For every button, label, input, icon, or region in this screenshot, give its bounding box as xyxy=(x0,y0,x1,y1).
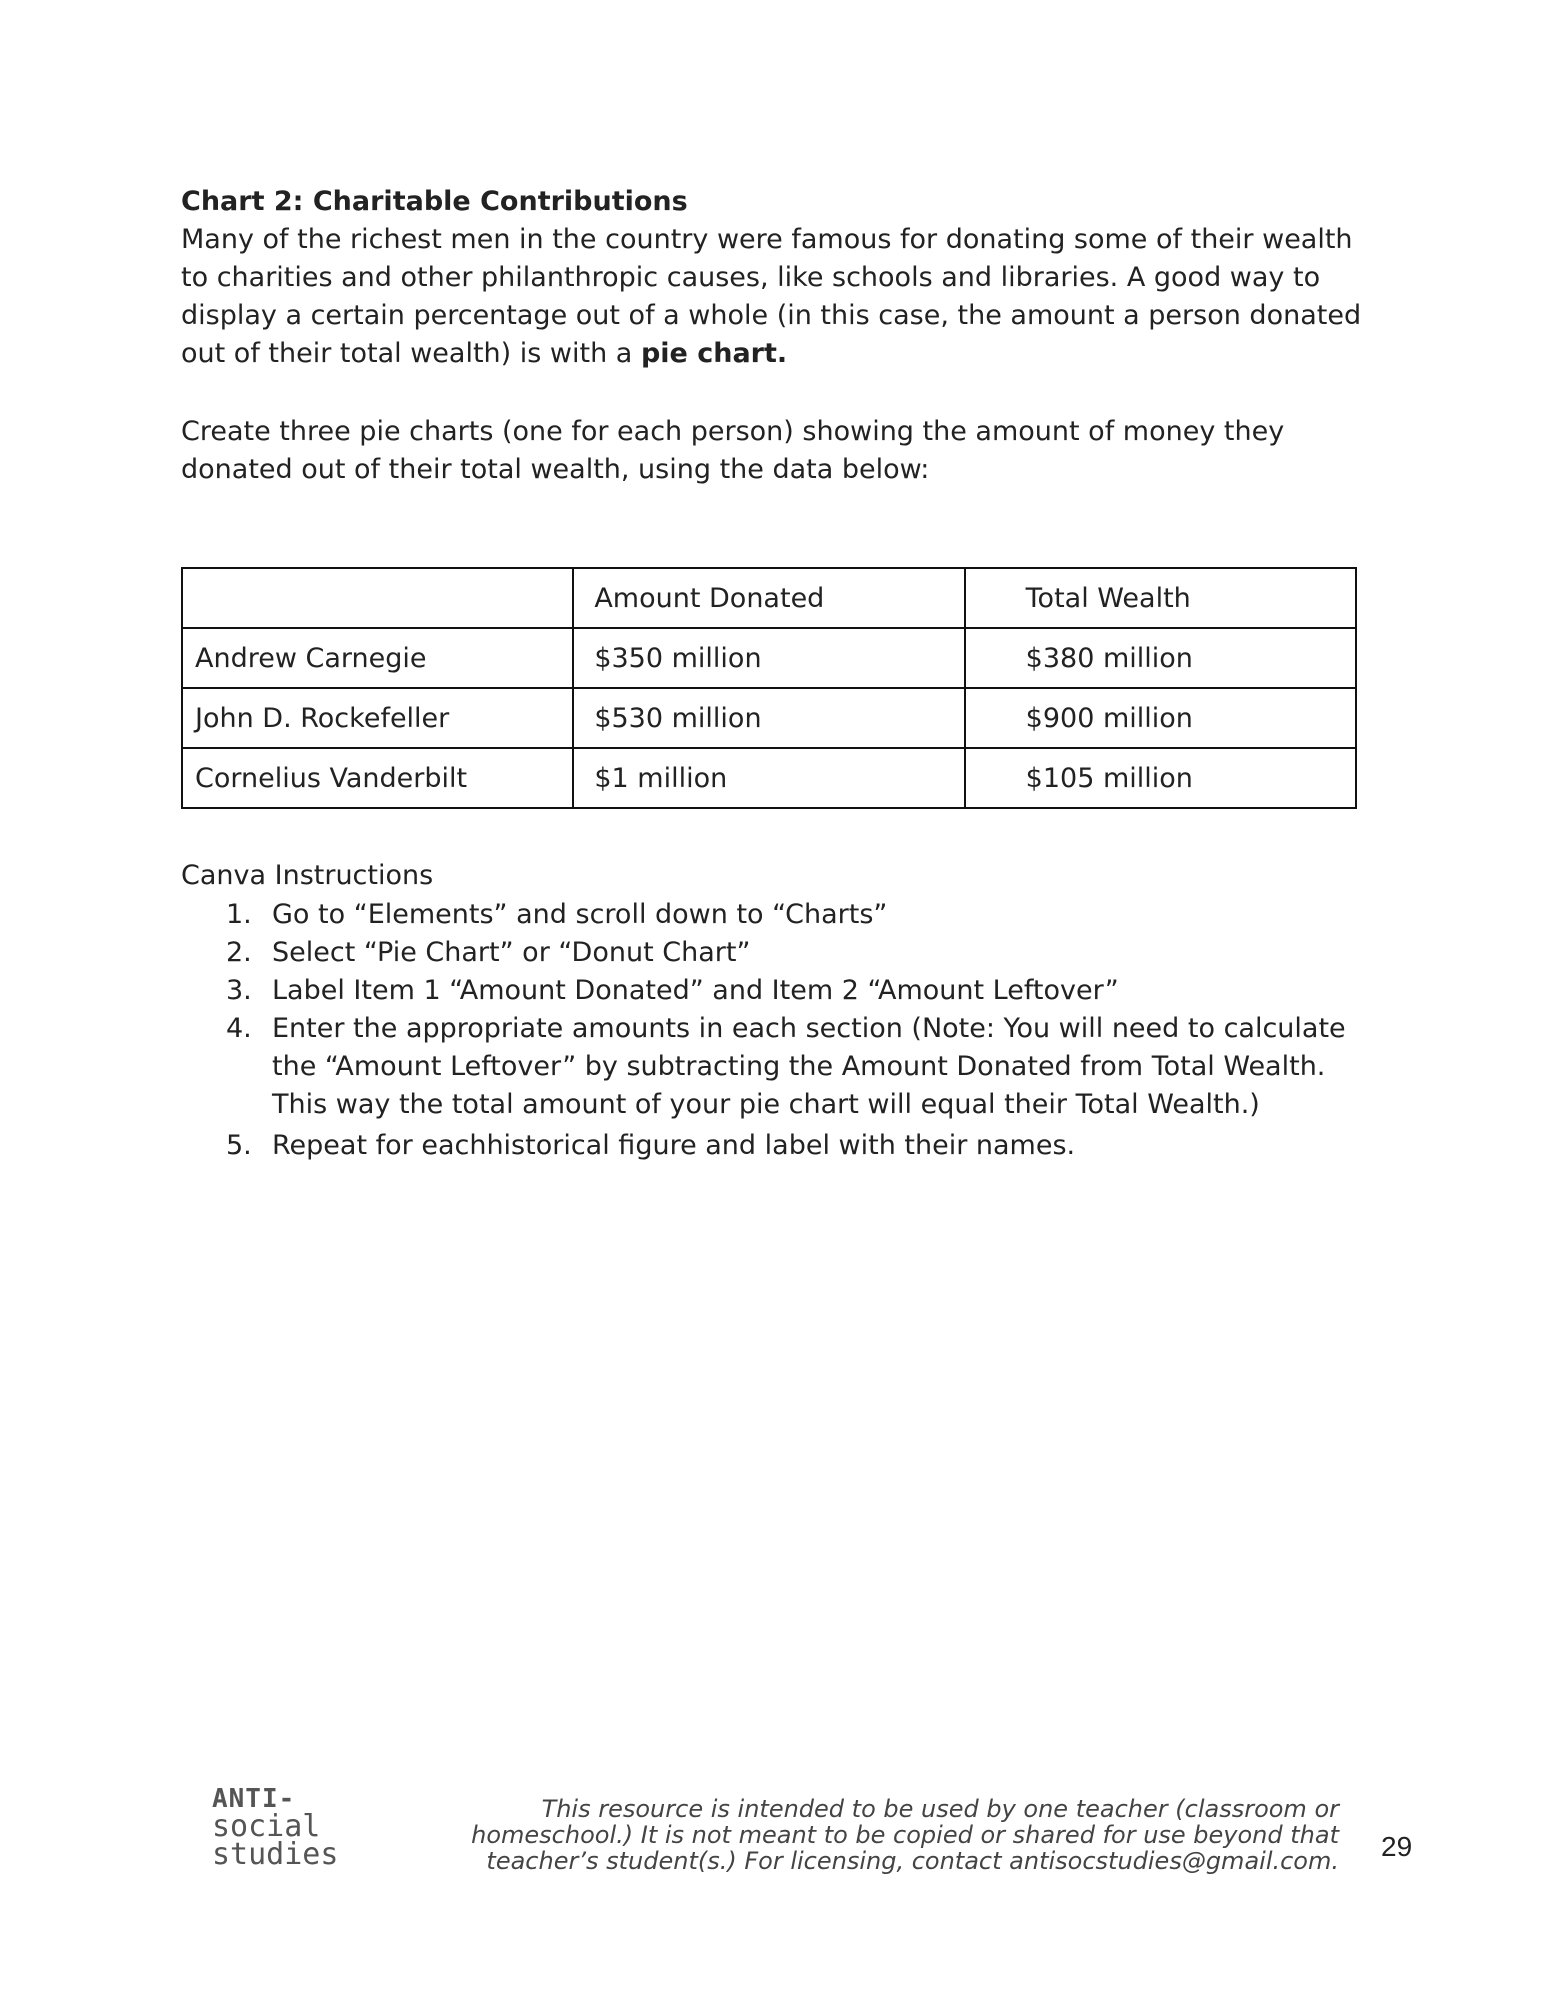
table-header-row xyxy=(182,568,1356,628)
donation-data-table xyxy=(181,567,1357,809)
canva-instructions-heading: Canva Instructions xyxy=(181,860,434,891)
list-item xyxy=(226,896,1366,934)
step-number: 4. xyxy=(226,1013,252,1044)
table-header-cell xyxy=(182,568,573,628)
anti-social-studies-logo xyxy=(212,1784,339,1872)
table-cell-donated: $1 million xyxy=(573,748,964,808)
table-row xyxy=(182,688,1356,748)
logo-line: social xyxy=(212,1809,321,1844)
step-text: Repeat for eachhistorical figure and label with their names. xyxy=(272,1130,1076,1161)
table-cell-name: Andrew Carnegie xyxy=(182,628,573,688)
table-header-cell: Amount Donated xyxy=(573,568,964,628)
step-text: Enter the appropriate amounts in each section (Note: You will need to calculate the “Amount Leftover” by subtracting the Amount Donated from Total Wealth. This way the total amount of your pie chart will equal their Total Wealth.) xyxy=(272,1013,1346,1120)
list-item xyxy=(226,1127,1366,1165)
table-header-cell: Total Wealth xyxy=(965,568,1356,628)
list-item xyxy=(226,934,1366,972)
table-cell-donated: $530 million xyxy=(573,688,964,748)
table-cell-donated: $350 million xyxy=(573,628,964,688)
table-row xyxy=(182,748,1356,808)
table-cell-name: Cornelius Vanderbilt xyxy=(182,748,573,808)
list-item xyxy=(226,1010,1366,1124)
intro-text: Many of the richest men in the country were famous for donating some of their wealth to charities and other philanthropic causes, like schools and libraries. A good way to display a certain percentage out of a whole (in this case, the amount a person donated out of their total wealth) is with a xyxy=(181,224,1362,369)
step-number: 2. xyxy=(226,937,252,968)
table-cell-name: John D. Rockefeller xyxy=(182,688,573,748)
step-number: 5. xyxy=(226,1130,252,1161)
intro-paragraph xyxy=(181,221,1381,373)
table-cell-wealth: $900 million xyxy=(965,688,1356,748)
logo-line: studies xyxy=(212,1837,339,1872)
step-text: Go to “Elements” and scroll down to “Charts” xyxy=(272,899,888,930)
step-number: 3. xyxy=(226,975,252,1006)
canva-steps-list xyxy=(226,896,1366,1165)
table-cell-wealth: $105 million xyxy=(965,748,1356,808)
step-text: Select “Pie Chart” or “Donut Chart” xyxy=(272,937,751,968)
step-number: 1. xyxy=(226,899,252,930)
logo-line: ANTI- xyxy=(212,1784,296,1814)
page-number: 29 xyxy=(1381,1831,1413,1862)
table-cell-wealth: $380 million xyxy=(965,628,1356,688)
instruction-paragraph: Create three pie charts (one for each person) showing the amount of money they donated out of their total wealth, using the data below: xyxy=(181,416,1285,485)
license-disclaimer: This resource is intended to be used by one teacher (classroom or homeschool.) It is not meant to be copied or shared for use beyond that teacher’s student(s.) For licensing, contact antisocstudies@gmail.com. xyxy=(471,1795,1339,1875)
intro-bold-term: pie chart. xyxy=(640,338,788,369)
list-item xyxy=(226,972,1366,1010)
table-row xyxy=(182,628,1356,688)
step-text: Label Item 1 “Amount Donated” and Item 2 “Amount Leftover” xyxy=(272,975,1119,1006)
section-title: Chart 2: Charitable Contributions xyxy=(181,186,688,217)
